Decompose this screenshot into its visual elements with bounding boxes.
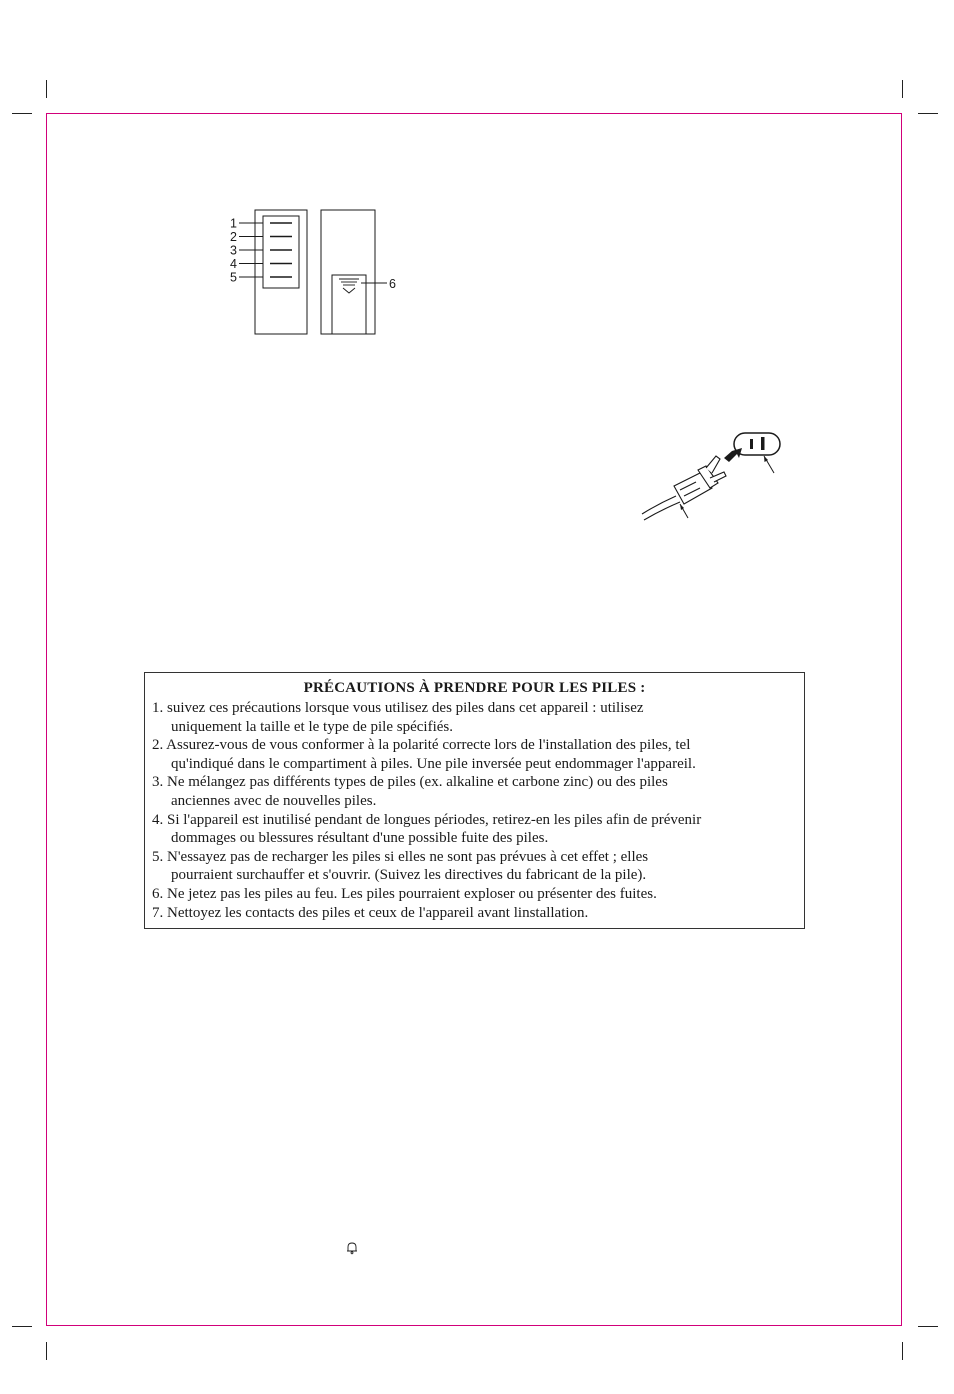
crop-mark [46,80,47,98]
item-text: 3. Ne mélangez pas différents types de piles (ex. alkaline et carbone zinc) ou des piles [152,774,668,791]
label-5: 5 [230,270,237,285]
crop-mark [902,1342,903,1360]
plug-diagram [636,426,786,526]
outlet-icon [734,433,780,455]
item-text-continued: qu'indiqué dans le compartiment à piles. Une pile inversée peut endommager l'appareil. [171,755,696,772]
list-item [152,736,804,773]
battery-precautions-box [144,672,805,929]
label-1: 1 [230,216,237,231]
label-6: 6 [389,277,396,291]
leader-lines [239,223,263,277]
precautions-title: PRÉCAUTIONS À PRENDRE POUR LES PILES : [303,680,646,696]
item-text: 4. Si l'appareil est inutilisé pendant de longues périodes, retirez-en les piles afin de prévenir [152,811,702,828]
item-text: 7. Nettoyez les contacts des piles et ceux de l'appareil avant linstallation. [152,904,589,921]
insert-arrow-icon [724,448,742,462]
item-text-continued: dommages ou blessures résultant d'une possible fuite des piles. [171,830,549,847]
bell-icon [345,1241,359,1255]
crop-mark [46,1342,47,1360]
label-4: 4 [230,257,237,271]
battery-cover [332,275,366,334]
remote-back [321,210,375,334]
remote-diagram [225,205,410,340]
item-text-continued: anciennes avec de nouvelles piles. [171,792,377,809]
label-3: 3 [230,243,237,258]
crop-mark [12,113,32,114]
list-item [152,848,804,885]
label-2: 2 [230,230,237,244]
list-item [152,811,804,848]
crop-mark [12,1326,32,1327]
list-item [152,773,804,810]
item-text-continued: uniquement la taille et le type de pile spécifiés. [171,718,453,735]
list-item [152,885,804,904]
item-text-continued: pourraient surchauffer et s'ouvrir. (Suivez les directives du fabricant de la pile). [171,867,647,884]
crop-mark [918,113,938,114]
item-text: 5. N'essayez pas de recharger les piles si elles ne sont pas prévues à cet effet ; elles [152,848,649,865]
battery-cover-arrow-icon [339,279,359,293]
list-item [152,904,804,923]
precautions-list [152,699,804,922]
item-text: 2. Assurez-vous de vous conformer à la polarité correcte lors de l'installation des piles, tel [152,737,691,754]
item-text: 6. Ne jetez pas les piles au feu. Les piles pourraient exploser ou présenter des fuites. [152,885,657,902]
item-text: 1. suivez ces précautions lorsque vous utilisez des piles dans cet appareil : utilisez [152,700,644,716]
crop-mark [902,80,903,98]
crop-mark [918,1326,938,1327]
list-item [152,699,804,736]
button-lines [270,223,292,277]
